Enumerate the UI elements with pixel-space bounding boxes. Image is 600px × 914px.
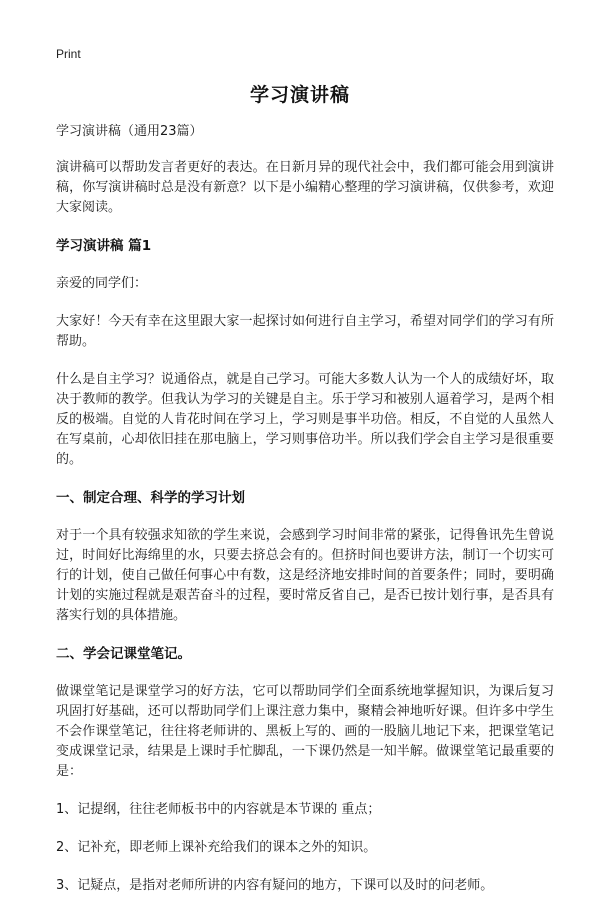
page-title: 学习演讲稿 [249, 84, 350, 106]
intro-paragraph: 演讲稿可以帮助发言者更好的表达。在日新月异的现代社会中，我们都可能会用到演讲稿，你写演讲稿时总是没有新意？以下是小编精心整理的学习演讲稿，仅供参考，欢迎大家阅读。 [56, 160, 554, 215]
list-item-2: 2、记补充，即老师上课补充给我们的课本之外的知识。 [56, 840, 377, 855]
list-item-1: 1、记提纲，往往老师板书中的内容就是本节课的 重点； [56, 802, 381, 817]
heading-class-notes: 二、学会记课堂笔记。 [56, 646, 191, 662]
greeting-paragraph: 亲爱的同学们： [56, 276, 148, 291]
paragraph-4: 做课堂笔记是课堂学习的好方法，它可以帮助同学们全面系统地掌握知识，为课后复习巩固打好基础，还可以帮助同学们上课注意力集中，聚精会神地听好课。但许多中学生不会作课堂笔记，往往将老师讲的、黑板上写的、画的一股脑儿地记下来，把课堂笔记变成课堂记录，结果是上课时手忙脚乱，一下课仍然是一知半解。做课堂笔记最重要的是： [56, 684, 554, 779]
heading-study-plan: 一、制定合理、科学的学习计划 [56, 490, 245, 506]
paragraph-3: 对于一个具有较强求知欲的学生来说，会感到学习时间非常的紧张，记得鲁讯先生曾说过，时间好比海绵里的水，只要去挤总会有的。但挤时间也要讲方法，制订一个切实可行的计划，使自己做任何事心中有数，这是经济地安排时间的首要条件；同时，要明确计划的实施过程就是艰苦奋斗的过程，要时常反省自己，是否已按计划行事，是否具有落实行划的具体措施。 [56, 528, 554, 623]
paragraph-2: 什么是自主学习？说通俗点，就是自己学习。可能大多数人认为一个人的成绩好坏，取决于教师的教学。但我认为学习的关键是自主。乐于学习和被别人逼着学习，是两个相反的极端。自觉的人肯花时间在学习上，学习则是事半功倍。相反，不自觉的人虽然人在写桌前，心却依旧挂在那电脑上，学习则事倍功半。所以我们学会自主学习是很重要的。 [56, 372, 554, 467]
document-body [56, 122, 554, 914]
section-heading-1: 学习演讲稿 篇1 [56, 238, 152, 254]
print-label: Print [56, 47, 81, 61]
document-subtitle: 学习演讲稿（通用23篇） [56, 124, 203, 139]
list-item-3: 3、记疑点，是指对老师所讲的内容有疑问的地方，下课可以及时的问老师。 [56, 878, 494, 893]
paragraph-1: 大家好！今天有幸在这里跟大家一起探讨如何进行自主学习，希望对同学们的学习有所帮助。 [56, 314, 554, 349]
